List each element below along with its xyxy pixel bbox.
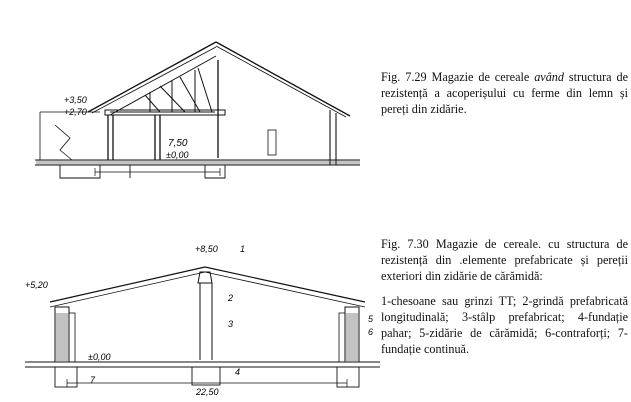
caption-post: structura de rezistență a acoperișului cu ferme din lemn și pereți din zidărie. [381,70,628,116]
label-n3: 3 [228,319,234,329]
caption-7-29 [381,69,628,117]
label-n5: 5 [368,314,374,324]
figure-7-30-drawing [0,215,380,400]
caption-7-30 [381,236,628,284]
label-n1: 1 [240,244,246,254]
label-elev-ridge: +8,50 [195,244,218,254]
legend-7-30: 1-chesoane sau grinzi TT; 2-grindă prefabricată longitudinală; 3-stâlp prefabricat; 4-fundație pahar; 5-zidărie de cărămidă; 6-contraforți; 7-fundație continuă. [381,294,628,356]
ridge-beam [198,272,212,283]
post-mid [155,115,160,160]
label-dim-750: 7,50 [168,138,188,149]
caption-em: având [534,70,564,84]
caption-main: Magazie de cereale. cu structura de rezistență din .elemente prefabricate și pereții exteriori din zidărie de cărămidă: [381,237,629,283]
post-left [108,115,113,160]
roof-right-slope [216,42,350,116]
label-n4: 4 [235,367,241,377]
roof-left-slope [88,42,216,112]
caption-num: Fig. 7.30 [381,237,429,251]
label-n6: 6 [368,327,374,337]
truss [110,56,216,115]
label-elev-eave: +5,20 [25,280,48,290]
caption-pre: Magazie de cereale [431,70,535,84]
figure-7-29-drawing [0,0,360,195]
caption-num: Fig. 7.29 [381,70,427,84]
label-elev-zero: ±0,00 [88,352,111,362]
central-column [200,283,212,360]
label-elev-top: +3,50 [64,95,87,105]
label-n2: 2 [228,293,234,303]
label-elev-top2: +2,70 [64,107,87,117]
roof-left [50,267,205,302]
label-elev-zero: ±0,00 [166,150,189,160]
label-dim-span: 22,50 [196,387,219,397]
label-n7: 7 [90,375,96,385]
wall-right [330,110,336,165]
floor-line [25,362,380,367]
